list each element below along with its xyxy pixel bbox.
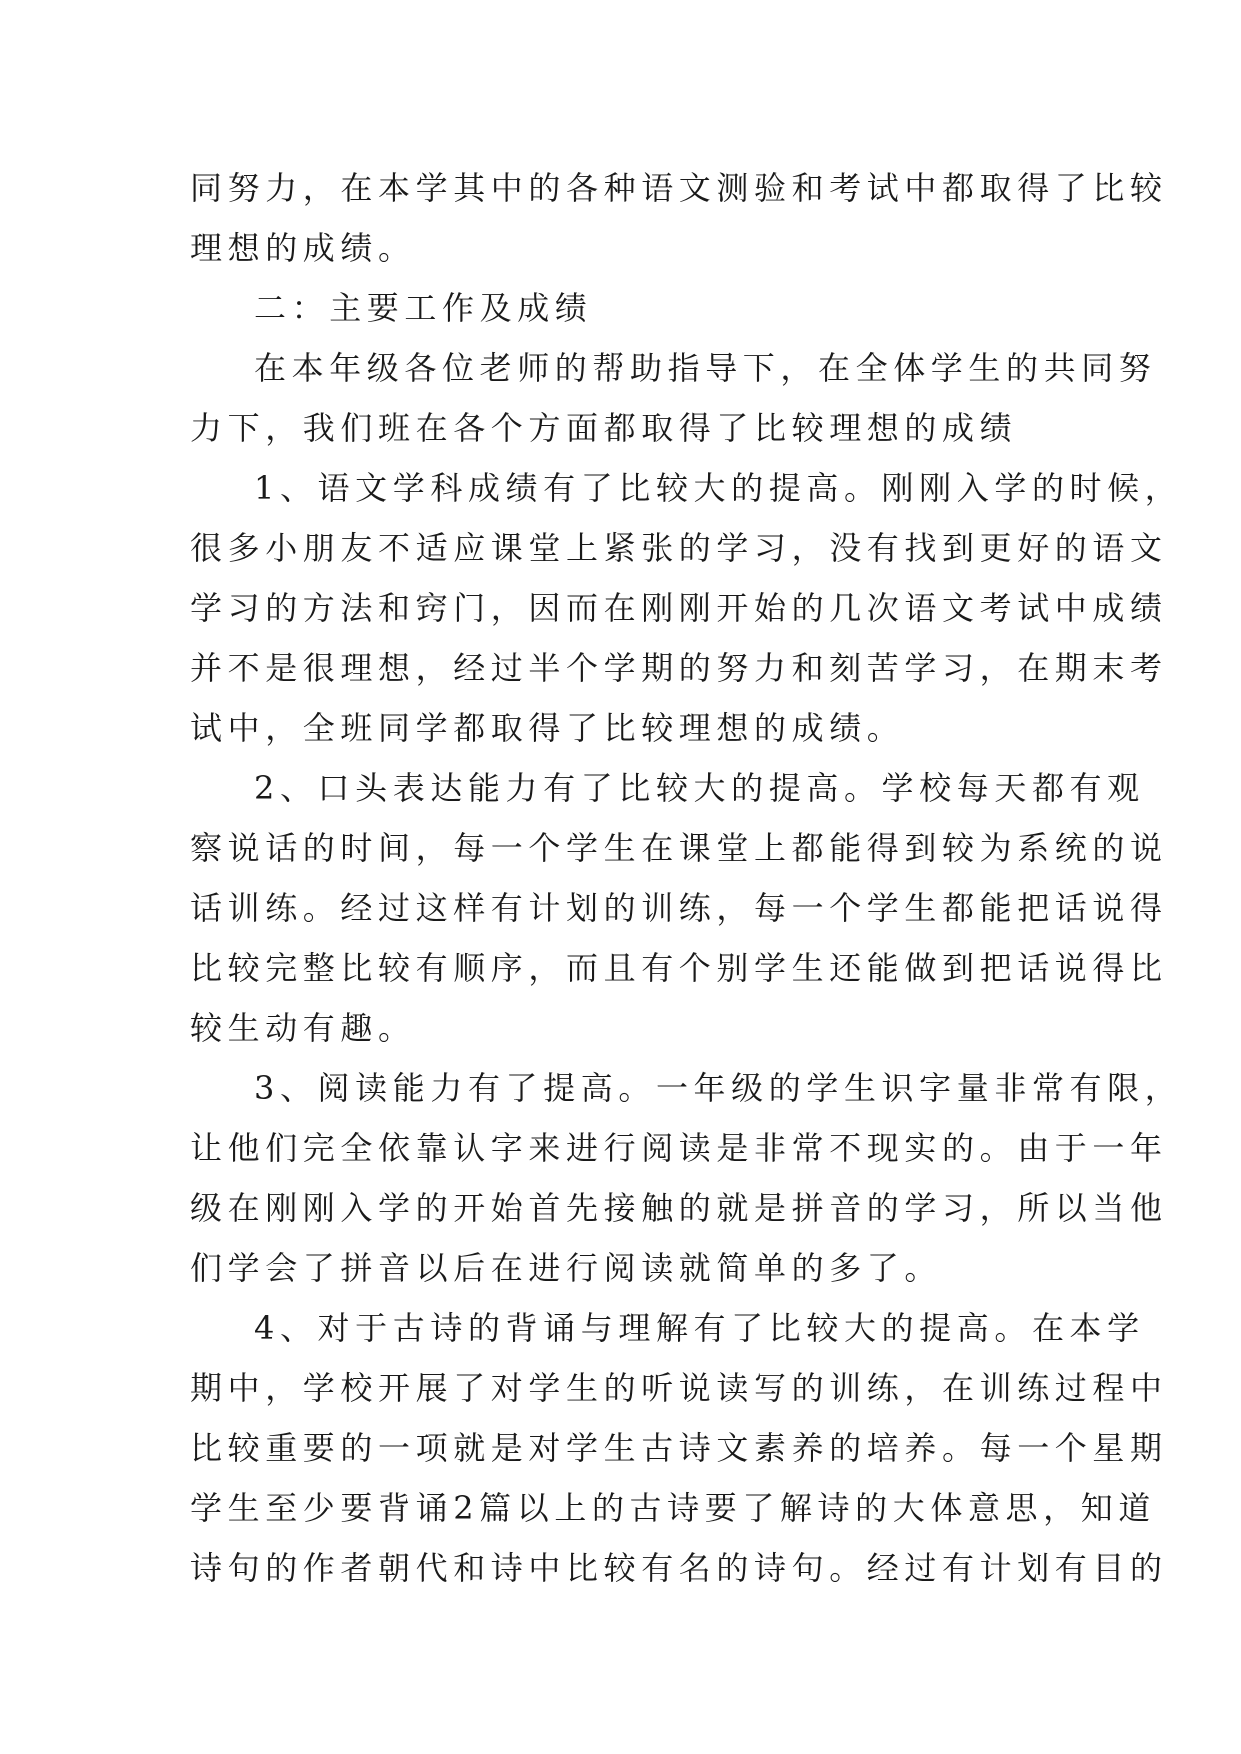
list-item-2: 2、口头表达能力有了比较大的提高。学校每天都有观: [254, 769, 1145, 807]
text-line: 级在刚刚入学的开始首先接触的就是拼音的学习，所以当他: [190, 1189, 1168, 1227]
text-line: 力下，我们班在各个方面都取得了比较理想的成绩: [190, 409, 1018, 447]
text-line: 学生至少要背诵2篇以上的古诗要了解诗的大体意思，知道: [190, 1489, 1156, 1527]
text-line: 比较完整比较有顺序，而且有个别学生还能做到把话说得比: [190, 949, 1168, 987]
text-line: 很多小朋友不适应课堂上紧张的学习，没有找到更好的语文: [190, 529, 1168, 567]
text-line: 期中，学校开展了对学生的听说读写的训练，在训练过程中: [190, 1369, 1168, 1407]
paragraph-start: 在本年级各位老师的帮助指导下，在全体学生的共同努: [254, 349, 1157, 387]
text-line: 比较重要的一项就是对学生古诗文素养的培养。每一个星期: [190, 1429, 1168, 1467]
text-line: 诗句的作者朝代和诗中比较有名的诗句。经过有计划有目的: [190, 1549, 1168, 1587]
document-body: [190, 158, 1183, 1598]
text-line: 并不是很理想，经过半个学期的努力和刻苦学习，在期末考: [190, 649, 1168, 687]
text-line: 理想的成绩。: [190, 229, 416, 267]
text-line: 学习的方法和窍门，因而在刚刚开始的几次语文考试中成绩: [190, 589, 1168, 627]
section-heading: 二：主要工作及成绩: [254, 289, 593, 327]
list-item-3: 3、阅读能力有了提高。一年级的学生识字量非常有限，: [254, 1069, 1183, 1107]
text-line: 试中，全班同学都取得了比较理想的成绩。: [190, 709, 905, 747]
list-item-1: 1、语文学科成绩有了比较大的提高。刚刚入学的时候，: [254, 469, 1183, 507]
list-item-4: 4、对于古诗的背诵与理解有了比较大的提高。在本学: [254, 1309, 1145, 1347]
text-line: 同努力，在本学其中的各种语文测验和考试中都取得了比较: [190, 169, 1168, 207]
text-line: 察说话的时间，每一个学生在课堂上都能得到较为系统的说: [190, 829, 1168, 867]
text-line: 较生动有趣。: [190, 1009, 416, 1047]
text-line: 话训练。经过这样有计划的训练，每一个学生都能把话说得: [190, 889, 1168, 927]
text-line: 让他们完全依靠认字来进行阅读是非常不现实的。由于一年: [190, 1129, 1168, 1167]
text-line: 们学会了拼音以后在进行阅读就简单的多了。: [190, 1249, 943, 1287]
